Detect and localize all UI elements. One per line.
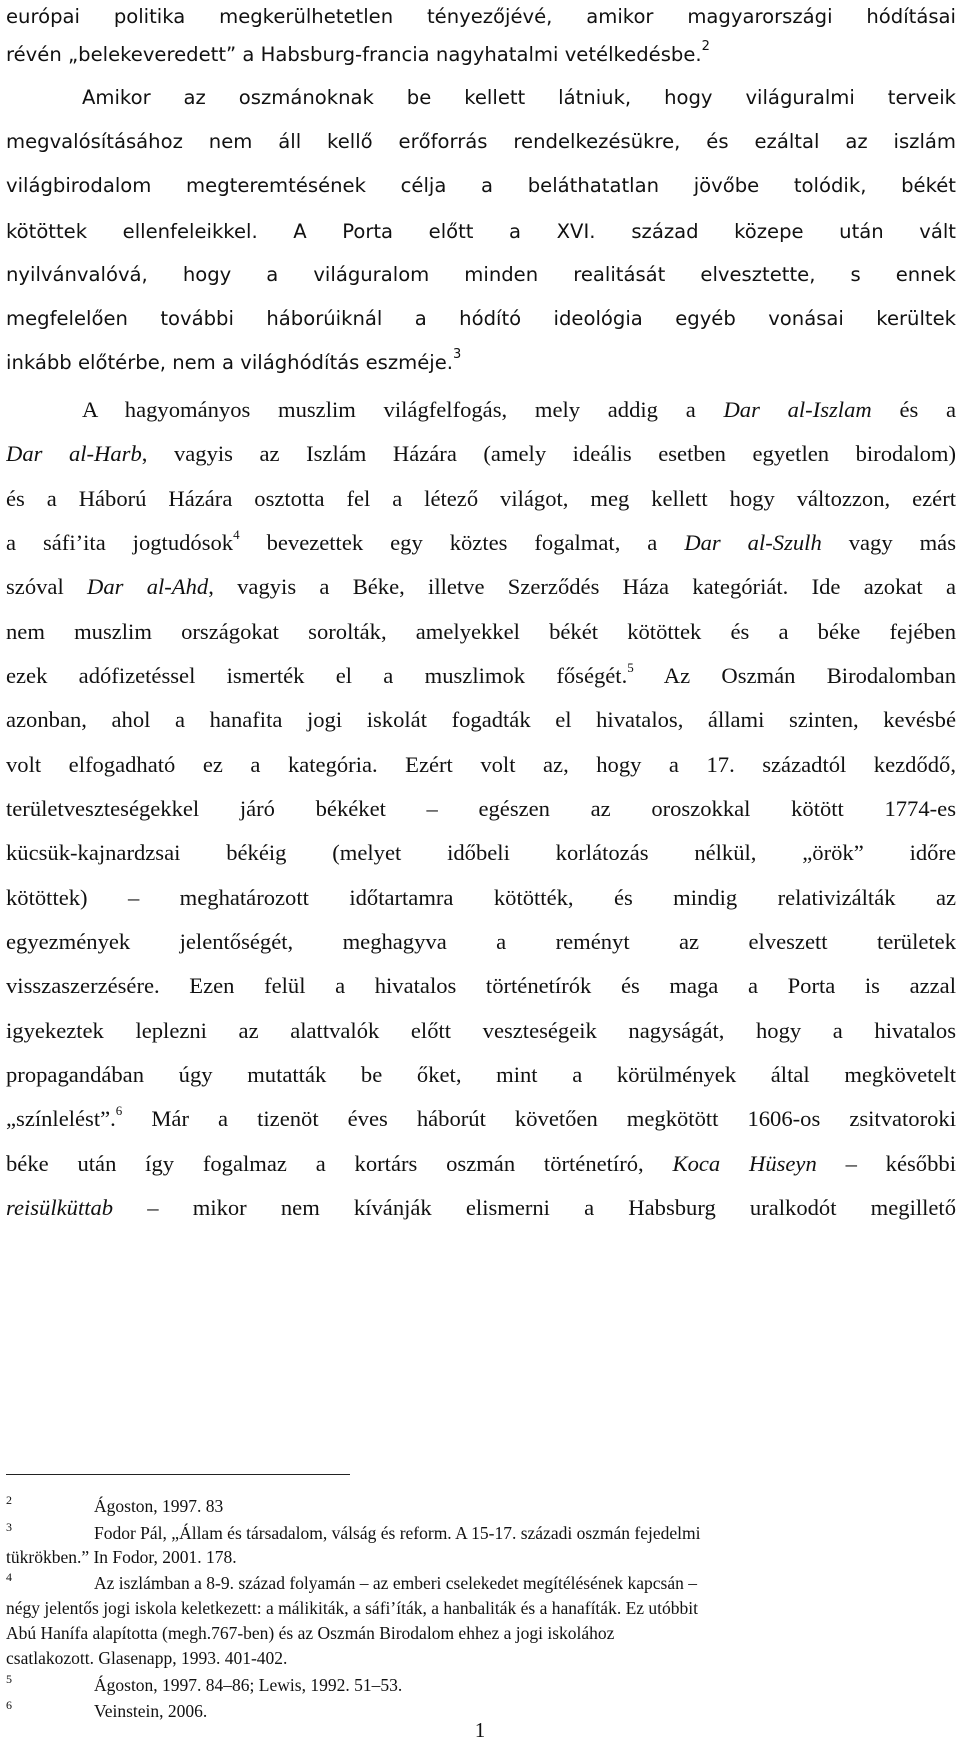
body-line: reisülküttab – mikor nem kívánják elismerni a Habsburg uralkodót megillető (6, 1195, 956, 1220)
footnote: 5 Ágoston, 1997. 84–86; Lewis, 1992. 51–53. (6, 1672, 403, 1695)
body-line: visszaszerzésére. Ezen felül a hivatalos történetírók és maga a Porta is azzal (6, 973, 956, 998)
body-line: a sáfi’ita jogtudósok$^4$ bevezettek egy köztes fogalmat, a Dar al-Szulh vagy más (6, 527, 956, 555)
footnote: négy jelentős jogi iskola keletkezett: a málikiták, a sáfi’íták, a hanbaliták és a hanafíták. Ez utóbbit (6, 1598, 698, 1618)
body-line: ezek adófizetéssel ismerték el a muszlimok főségét.$^5$ Az Oszmán Birodalomban (6, 660, 956, 688)
body-line: megfelelően további háborúiknál a hódító ideológia egyéb vonásai kerültek (6, 307, 956, 330)
body-line: és a Háború Házára osztotta fel a létező világot, meg kellett hogy változzon, ezért (6, 486, 956, 511)
body-line: európai politika megkerülhetetlen tényezőjévé, amikor magyarországi hódításai (6, 5, 956, 28)
body-line: A hagyományos muszlim világfelfogás, mely addig a Dar al-Iszlam és a (82, 397, 956, 422)
body-line: megvalósításához nem áll kellő erőforrás rendelkezésükre, és ezáltal az iszlám (6, 130, 956, 153)
body-line: egyezmények jelentőségét, meghagyva a reményt az elveszett területek (6, 929, 956, 954)
body-line: béke után így fogalmaz a kortárs oszmán történetíró, Koca Hüseyn – későbbi (6, 1151, 956, 1176)
footnote-ref[interactable]: 5 (627, 660, 634, 675)
body-line: propagandában úgy mutatták be őket, mint a körülmények által megkövetelt (6, 1062, 956, 1087)
body-line: kötöttek) – meghatározott időtartamra kötötték, és mindig relativizálták az (6, 885, 956, 910)
footnote: 6 Veinstein, 2006. (6, 1698, 208, 1721)
body-line: azonban, ahol a hanafita jogi iskolát fogadták el hivatalos, állami szinten, kevésbé (6, 707, 956, 732)
body-line: nem muszlim országokat sorolták, amelyekkel békét kötöttek és a béke fejében (6, 619, 956, 644)
page-number: 1 (474, 1718, 486, 1742)
body-line: Amikor az oszmánoknak be kellett látniuk, hogy világuralmi terveik (82, 86, 956, 109)
body-line: igyekeztek leplezni az alattvalók előtt veszteségeik nagyságát, hogy a hivatalos (6, 1018, 956, 1043)
body-line: „színlelést”.$^6$ Már a tizenöt éves háborút követően megkötött 1606-os zsitvatoroki (6, 1103, 956, 1131)
body-line: Dar al-Harb, vagyis az Iszlám Házára (amely ideális esetben egyetlen birodalom) (6, 441, 956, 466)
body-line: világbirodalom megteremtésének célja a beláthatatlan jövőbe tolódik, békét (6, 174, 956, 197)
footnote: 3 Fodor Pál, „Állam és társadalom, válság és reform. A 15-17. századi oszmán fejedelmi (6, 1520, 701, 1543)
footnote-ref[interactable]: 2 (701, 39, 710, 54)
body-line: inkább előtérbe, nem a világhódítás eszméje.$^3$ (6, 347, 462, 374)
footnote-ref[interactable]: 3 (452, 347, 462, 362)
footnote: 2 Ágoston, 1997. 83 (6, 1493, 224, 1516)
body-line: révén „belekeveredett” a Habsburg-francia nagyhatalmi vetélkedésbe.$^2$ (6, 39, 710, 66)
body-line: volt elfogadható ez a kategória. Ezért volt az, hogy a 17. századtól kezdődő, (6, 752, 956, 777)
footnote: tükrökben.” In Fodor, 2001. 178. (6, 1547, 237, 1567)
body-line: nyilvánvalóvá, hogy a világuralom minden realitását elvesztette, s ennek (6, 263, 956, 286)
body-line: szóval Dar al-Ahd, vagyis a Béke, illetve Szerződés Háza kategóriát. Ide azokat a (6, 574, 956, 599)
body-line: kötöttek ellenfeleikkel. A Porta előtt a XVI. század közepe után vált (6, 220, 956, 243)
footnote: csatlakozott. Glasenapp, 1993. 401-402. (6, 1648, 288, 1668)
footnote: Abú Hanífa alapította (megh.767-ben) és az Oszmán Birodalom ehhez a jogi iskolához (6, 1623, 615, 1643)
body-line: kücsük-kajnardzsai békéig (melyet időbeli korlátozás nélkül, „örök” időre (6, 840, 956, 865)
footnote-separator (6, 1474, 350, 1475)
footnote: 4 Az iszlámban a 8-9. század folyamán – az emberi cselekedet megítélésének kapcsán – (6, 1570, 697, 1593)
body-line: területveszteségekkel járó békéket – egészen az oroszokkal kötött 1774-es (6, 796, 956, 821)
footnote-ref[interactable]: 6 (115, 1103, 123, 1118)
footnote-ref[interactable]: 4 (233, 527, 240, 542)
